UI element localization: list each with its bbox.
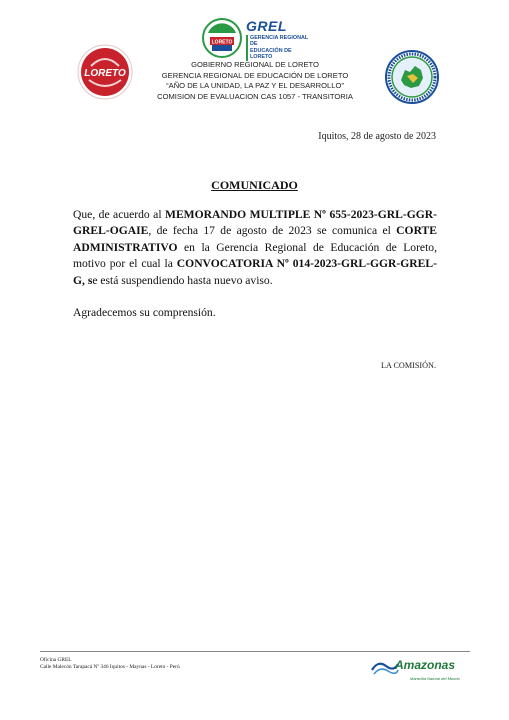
header-line-year-motto: “AÑO DE LA UNIDAD, LA PAZ Y EL DESARROLLO” [166,81,344,91]
amazonas-tagline: Maravilla Natural del Mundo [410,676,460,681]
document-header [120,60,390,102]
document-title: COMUNICADO [211,178,298,192]
loreto-emblem-text: LORETO [84,68,126,79]
document-body [73,207,437,289]
body-bold-corte: CORTE ADMINISTRATIVO [73,224,437,254]
body-text-2: , de fecha 17 de agosto de 2023 se comunica el [148,224,397,238]
grel-emblem-text: LORETO [211,39,233,46]
thanks-line: Agradecemos su comprensión. [73,306,216,319]
signature-commission: LA COMISIÓN. [380,361,436,370]
header-line-commission: COMISION DE EVALUACION CAS 1057 - TRANSITORIA [157,91,353,101]
body-text-4: e está suspendiendo hasta nuevo aviso. [92,273,273,287]
document-date: Iquitos, 28 de agosto de 2023 [318,131,436,142]
header-line-gobierno: GOBIERNO REGIONAL DE LORETO [191,60,319,69]
grel-wordmark-title: GREL [246,18,287,34]
amazonas-wordmark: Amazonas [395,658,456,672]
amazonas-logo [370,656,470,686]
body-text-1: Que, de acuerdo al [73,208,165,221]
footer-office: Oficina GREL [40,657,72,663]
footer-address: Calle Malecón Tarapacá Nº 346 Iquitos - Maynas - Loreto - Perú [40,664,180,670]
gerencia-seal-logo [385,50,439,104]
body-bold-memorandum: MEMORANDO MULTIPLE Nº 655-2023-GRL-GGR-GREL-OGAIE [73,208,438,238]
body-bold-convocatoria: CONVOCATORIA Nº 014-2023-GRL-GGR-GREL-G, s [73,257,438,287]
footer-divider [40,651,470,652]
grel-logo [202,18,312,61]
grel-subtitle-line1: GERENCIA REGIONAL DE [250,35,309,48]
body-text-3: en la Gerencia Regional de Educación de Loreto, motivo por el cual la [73,240,437,271]
grel-subtitle-line2: EDUCACIÓN DE LORETO [250,47,292,61]
header-line-gerencia: GERENCIA REGIONAL DE EDUCACIÓN DE LORETO [161,70,349,80]
grel-wordmark-subtitle [246,35,312,61]
grel-emblem-icon [202,18,242,58]
